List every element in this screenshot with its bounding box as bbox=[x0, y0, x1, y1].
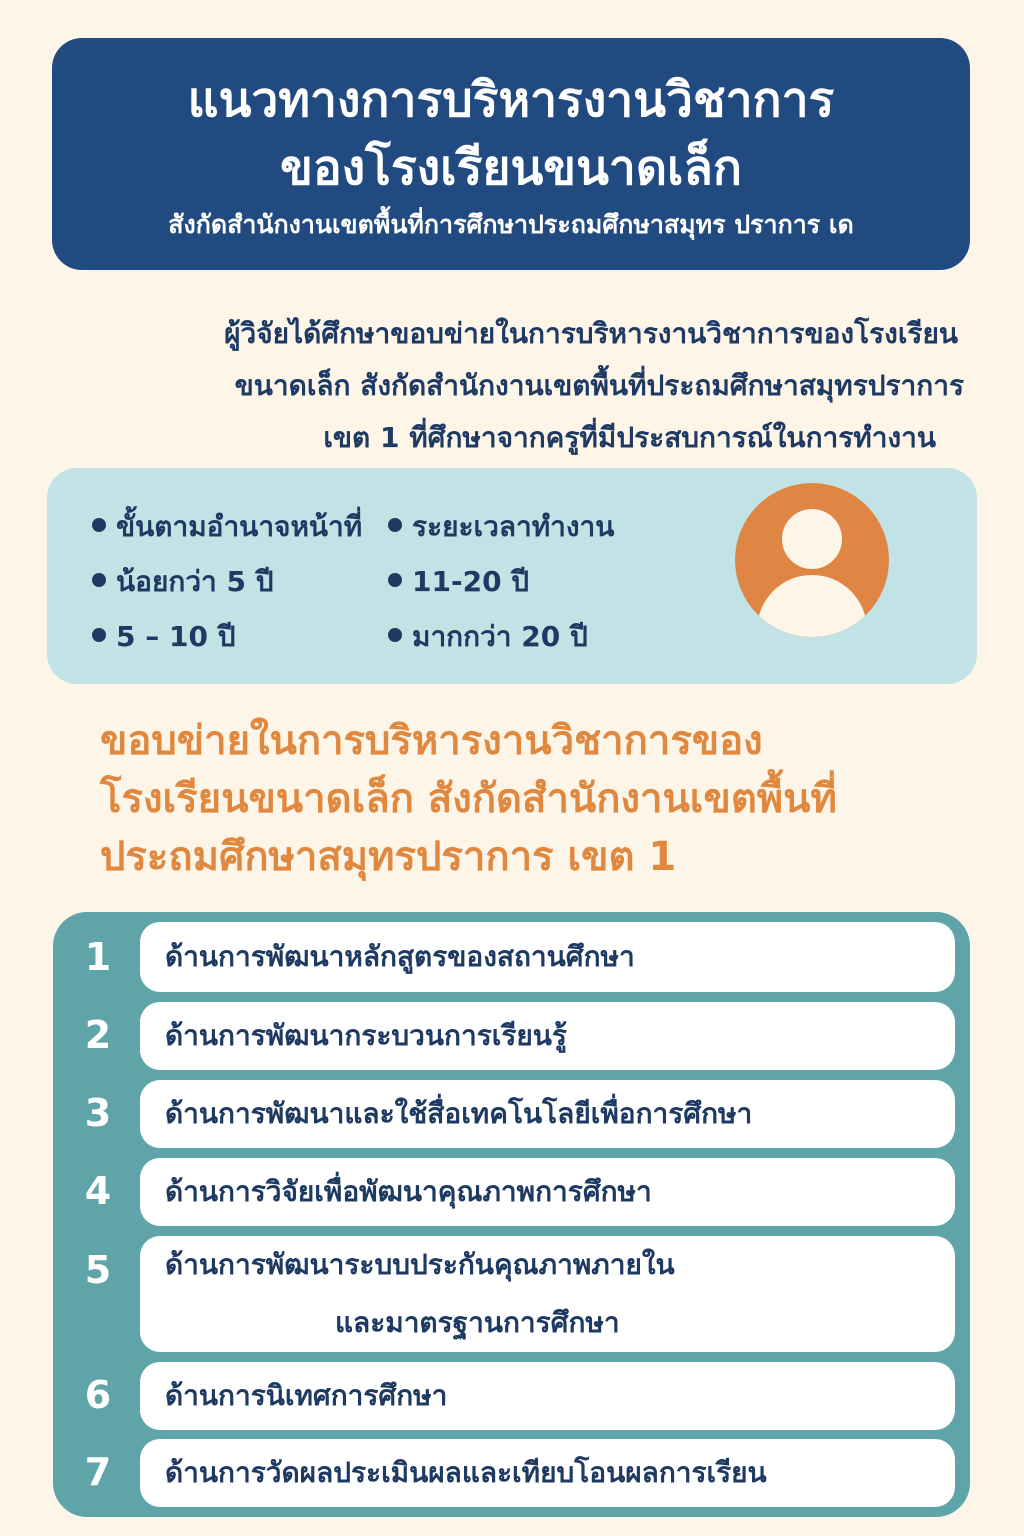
intro-line3: เขต 1 ที่ศึกษาจากครูที่มีประสบการณ์ในการทำงาน bbox=[323, 421, 936, 454]
area-label: ด้านการวัดผลประเมินผลและเทียบโอนผลการเรียน bbox=[165, 1456, 767, 1489]
area-number: 6 bbox=[84, 1373, 112, 1417]
experience-label: ระยะเวลาทำงาน bbox=[412, 510, 615, 543]
bullet-dot-icon bbox=[92, 628, 106, 642]
intro-paragraph bbox=[80, 308, 970, 464]
bullet-dot-icon bbox=[92, 518, 106, 532]
user-avatar-icon bbox=[735, 483, 889, 637]
bullet-dot-icon bbox=[388, 628, 402, 642]
intro-line2: ขนาดเล็ก สังกัดสำนักงานเขตพื้นที่ประถมศึกษาสมุทรปราการ bbox=[234, 369, 964, 402]
list-item bbox=[140, 1236, 955, 1352]
area-number: 7 bbox=[84, 1450, 112, 1494]
experience-label: ขั้นตามอำนาจหน้าที่ bbox=[116, 510, 363, 543]
page-title-line1: แนวทางการบริหารงานวิชาการ bbox=[187, 72, 835, 128]
page-subtitle: สังกัดสำนักงานเขตพื้นที่การศึกษาประถมศึกษาสมุทร ปราการ เด bbox=[168, 210, 854, 239]
area-label: ด้านการวิจัยเพื่อพัฒนาคุณภาพการศึกษา bbox=[165, 1175, 652, 1208]
experience-item bbox=[92, 562, 274, 602]
bullet-dot-icon bbox=[388, 573, 402, 587]
list-item bbox=[140, 1362, 955, 1430]
experience-item bbox=[92, 617, 235, 657]
area-number: 4 bbox=[84, 1169, 112, 1213]
experience-item bbox=[388, 507, 614, 547]
area-number: 3 bbox=[84, 1091, 112, 1135]
scope-title-line1: ขอบข่ายในการบริหารงานวิชาการของ bbox=[100, 718, 763, 764]
list-item bbox=[140, 1080, 955, 1148]
experience-label: น้อยกว่า 5 ปี bbox=[116, 565, 274, 598]
experience-item bbox=[388, 617, 588, 657]
experience-label: 5 – 10 ปี bbox=[116, 620, 236, 653]
area-number: 5 bbox=[84, 1248, 112, 1292]
scope-title-line3: ประถมศึกษาสมุทรปราการ เขต 1 bbox=[100, 834, 677, 880]
area-number: 2 bbox=[84, 1013, 112, 1057]
area-label-continued: และมาตรฐานการศึกษา bbox=[335, 1306, 620, 1339]
area-label: ด้านการพัฒนากระบวนการเรียนรู้ bbox=[165, 1019, 567, 1052]
page-title-line2: ของโรงเรียนขนาดเล็ก bbox=[280, 140, 742, 196]
scope-title bbox=[100, 712, 980, 886]
header-banner bbox=[52, 38, 970, 270]
scope-title-line2: โรงเรียนขนาดเล็ก สังกัดสำนักงานเขตพื้นที่ bbox=[100, 776, 837, 822]
experience-item bbox=[388, 562, 529, 602]
list-item bbox=[140, 922, 955, 992]
avatar-head bbox=[782, 509, 842, 569]
experience-item bbox=[92, 507, 362, 547]
area-label: ด้านการพัฒนาและใช้สื่อเทคโนโลยีเพื่อการศึกษา bbox=[165, 1097, 753, 1130]
area-label: ด้านการพัฒนาหลักสูตรของสถานศึกษา bbox=[165, 940, 635, 973]
avatar-body bbox=[757, 575, 867, 637]
intro-line1: ผู้วิจัยได้ศึกษาขอบข่ายในการบริหารงานวิชาการของโรงเรียน bbox=[224, 317, 958, 350]
bullet-dot-icon bbox=[92, 573, 106, 587]
list-item bbox=[140, 1439, 955, 1507]
experience-label: 11-20 ปี bbox=[412, 565, 530, 598]
list-item bbox=[140, 1002, 955, 1070]
area-number: 1 bbox=[84, 935, 112, 979]
area-label: ด้านการนิเทศการศึกษา bbox=[165, 1379, 448, 1412]
area-label: ด้านการพัฒนาระบบประกันคุณภาพภายใน bbox=[165, 1248, 675, 1281]
experience-label: มากกว่า 20 ปี bbox=[412, 620, 588, 653]
bullet-dot-icon bbox=[388, 518, 402, 532]
list-item bbox=[140, 1158, 955, 1226]
